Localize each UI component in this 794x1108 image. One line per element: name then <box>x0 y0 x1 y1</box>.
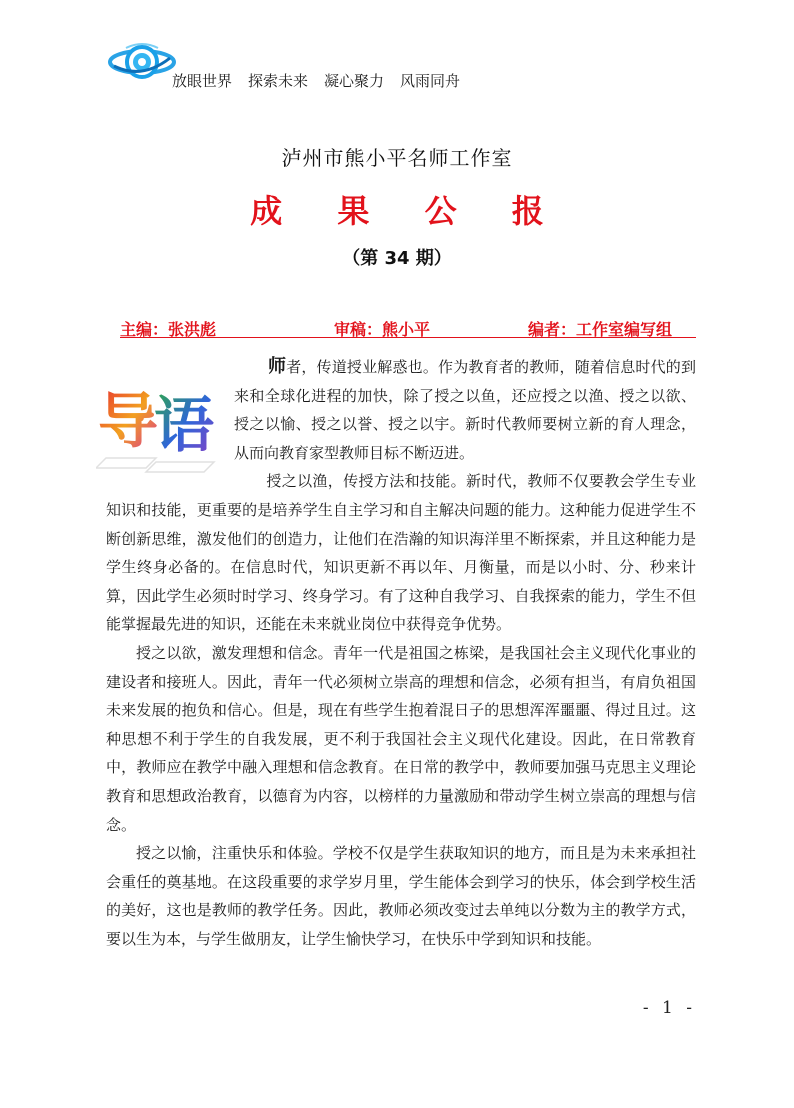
reviewer: 审稿：熊小平 <box>334 320 431 339</box>
editor-underline <box>120 337 696 338</box>
intro-paragraph <box>234 353 696 467</box>
slogan-1: 放眼世界 <box>172 72 233 90</box>
paragraph-1-text: 授之以渔，传授方法和技能。新时代，教师不仅要教会学生专业知识和技能，更重要的是培养学生自主学习和自主解决问题的能力。这种能力促进学生不断创新思维，激发他们的创造力，让他们在浩瀚的知识海洋里不断探索，并且这种能力是学生终身必备的。在信息时代，知识更新不再以年、月衡量，而是以小时、分、秒来计算，因此学生必须时时学习、终身学习。有了这种自我学习、自我探索的能力，学生不但能掌握最先进的知识，还能在未来就业岗位中获得竞争优势。 <box>106 472 696 634</box>
paragraph-2: 授之以欲，激发理想和信念。青年一代是祖国之栋梁，是我国社会主义现代化事业的建设者和接班人。因此，青年一代必须树立崇高的理想和信念，必须有担当，有肩负祖国未来发展的抱负和信心。但是，现在有些学生抱着混日子的思想浑浑噩噩、得过且过。这种思想不利于学生的自我发展，更不利于我国社会主义现代化建设。因此，在日常教育中，教师应在教学中融入理想和信念教育。在日常的教学中，教师要加强马克思主义理论教育和思想政治教育，以德育为内容，以榜样的力量激励和带动学生树立崇高的理想与信念。 <box>106 643 696 834</box>
issue-number: （第 34 期） <box>342 248 452 269</box>
svg-text:语: 语 <box>154 391 214 461</box>
chief-editor: 主编：张洪彪 <box>120 320 217 339</box>
slogan-3: 凝心聚力 <box>324 72 385 90</box>
svg-text:导: 导 <box>98 387 158 457</box>
paragraph-3: 授之以愉，注重快乐和体验。学校不仅是学生获取知识的地方，而且是为未来承担社会重任的奠基地。在这段重要的求学岁月里，学生能体会到学习的快乐，体会到学校生活的美好，这也是教师的教学任务。因此，教师必须改变过去单纯以分数为主的教学方式，要以生为本，与学生做朋友，让学生愉快学习，在快乐中学到知识和技能。 <box>106 844 696 948</box>
studio-title: 泸州市熊小平名师工作室 <box>281 146 513 170</box>
intro-first-char: 师 <box>268 356 287 377</box>
header-slogan <box>172 70 476 91</box>
page-title: 成 果 公 报 <box>250 192 566 230</box>
article-body <box>106 353 696 953</box>
paragraph-1 <box>106 467 696 639</box>
intro-rest: 者，传道授业解惑也。作为教育者的教师，随着信息时代的到来和全球化进程的加快，除了授之以鱼，还应授之以渔、授之以欲、授之以愉、授之以誉、授之以宇。新时代教师要树立新的育人理念，从而向教育家型教师目标不断迈进。 <box>234 358 696 462</box>
slogan-4: 风雨同舟 <box>400 72 461 90</box>
page-number: - 1 - <box>642 998 696 1018</box>
globe-logo-icon <box>106 40 176 84</box>
compiler: 编者：工作室编写组 <box>528 320 673 339</box>
slogan-2: 探索未来 <box>248 72 309 90</box>
